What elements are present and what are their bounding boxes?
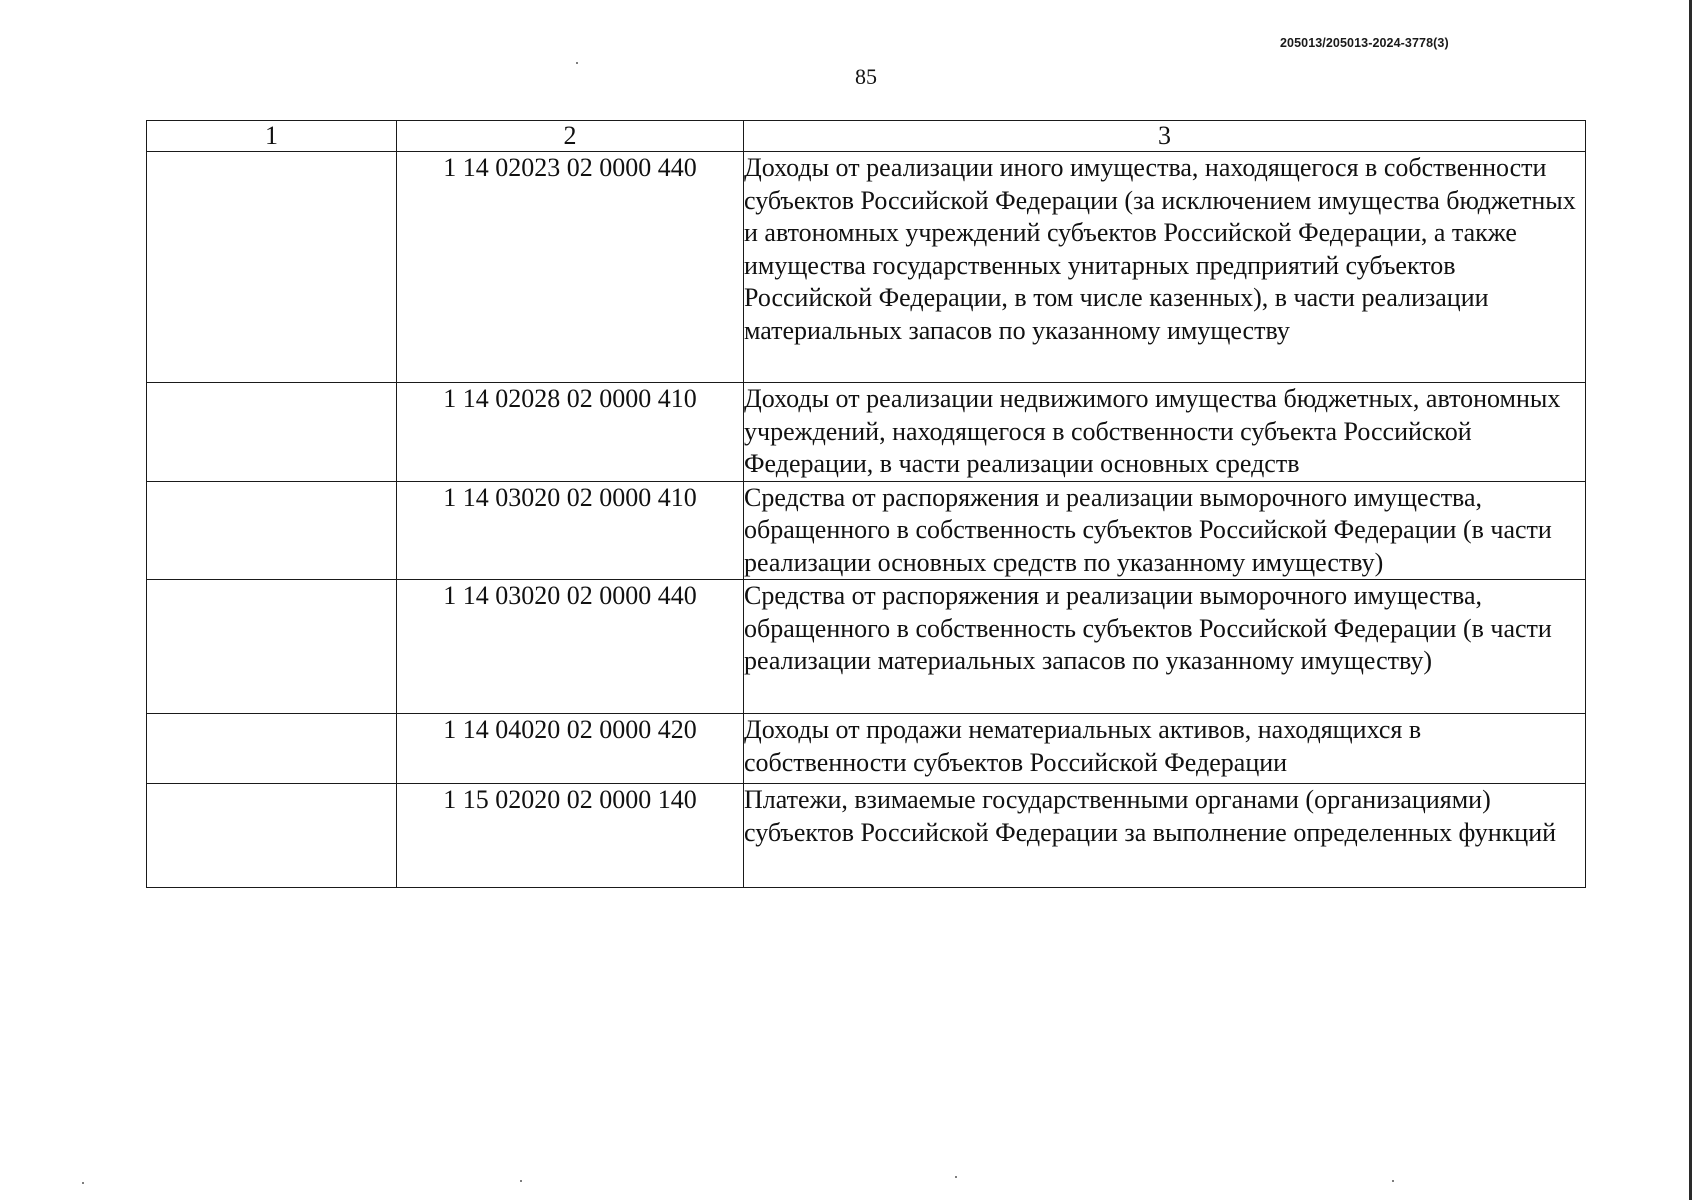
admin-code-cell (147, 714, 397, 784)
scan-speck (82, 1182, 84, 1184)
table-row (147, 481, 1586, 580)
revenue-code-cell: 1 14 04020 02 0000 420 (397, 714, 744, 784)
admin-code-cell (147, 784, 397, 888)
revenue-description-cell: Средства от распоряжения и реализации выморочного имущества, обращенного в собственность субъектов Российской Федерации (в части реализации материальных запасов по указанному имуществу) (744, 580, 1586, 714)
page-number: 85 (855, 64, 877, 89)
revenue-description-cell: Платежи, взимаемые государственными органами (организациями) субъектов Российской Федерации за выполнение определенных функций (744, 784, 1586, 888)
revenue-code-cell: 1 14 03020 02 0000 410 (397, 481, 744, 580)
revenue-code-cell: 1 14 02028 02 0000 410 (397, 383, 744, 482)
revenue-description-cell: Средства от распоряжения и реализации выморочного имущества, обращенного в собственность субъектов Российской Федерации (в части реализации основных средств по указанному имуществу) (744, 481, 1586, 580)
table-row (147, 784, 1586, 888)
budget-classification-table (146, 120, 1586, 888)
revenue-description-cell: Доходы от реализации иного имущества, находящегося в собственности субъектов Российской Федерации (за исключением имущества бюджетных и автономных учреждений субъектов Российской Федерации, а также имущества государственных унитарных предприятий субъектов Российской Федерации, в том числе казенных), в части реализации материальных запасов по указанному имуществу (744, 152, 1586, 383)
table-row (147, 152, 1586, 383)
revenue-description-cell: Доходы от реализации недвижимого имущества бюджетных, автономных учреждений, находящегося в собственности субъекта Российской Федерации, в части реализации основных средств (744, 383, 1586, 482)
column-number-row (147, 121, 1586, 152)
scan-speck (520, 1180, 522, 1182)
table-row (147, 580, 1586, 714)
admin-code-cell (147, 383, 397, 482)
scan-speck (1392, 1180, 1394, 1182)
column-number-1: 1 (147, 121, 397, 152)
scan-speck (955, 1176, 957, 1178)
table-row (147, 714, 1586, 784)
scan-page-edge (1689, 0, 1692, 1200)
document-id: 205013/205013-2024-3778(3) (1280, 36, 1449, 50)
revenue-code-cell: 1 14 03020 02 0000 440 (397, 580, 744, 714)
revenue-code-cell: 1 14 02023 02 0000 440 (397, 152, 744, 383)
column-number-3: 3 (744, 121, 1586, 152)
admin-code-cell (147, 481, 397, 580)
revenue-code-cell: 1 15 02020 02 0000 140 (397, 784, 744, 888)
table-row (147, 383, 1586, 482)
admin-code-cell (147, 580, 397, 714)
scan-speck (576, 62, 578, 64)
column-number-2: 2 (397, 121, 744, 152)
admin-code-cell (147, 152, 397, 383)
revenue-description-cell: Доходы от продажи нематериальных активов, находящихся в собственности субъектов Российской Федерации (744, 714, 1586, 784)
